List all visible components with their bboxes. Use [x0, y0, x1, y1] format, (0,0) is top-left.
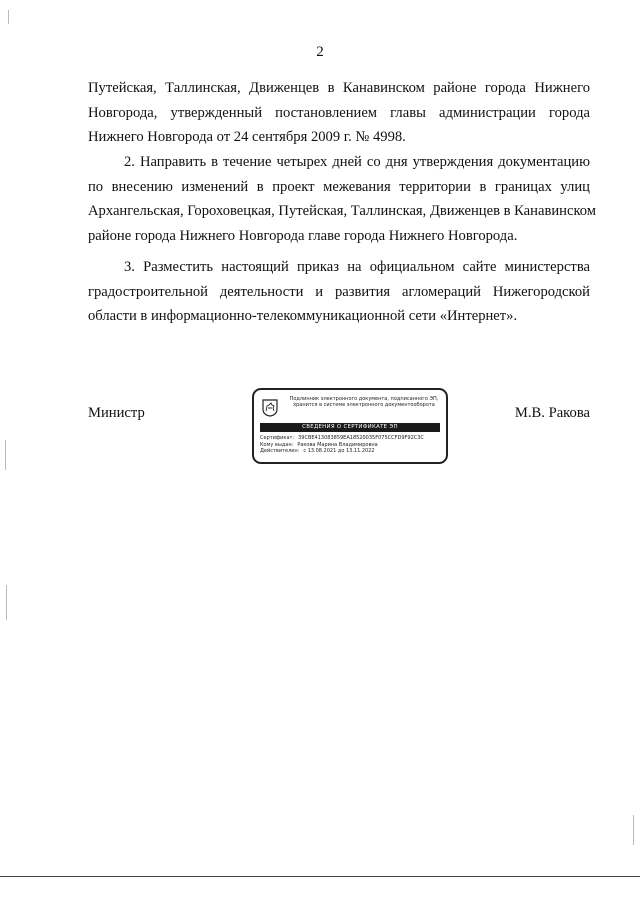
- bottom-rule: [0, 876, 640, 877]
- stamp-details: [260, 435, 444, 455]
- certificate-row: [260, 435, 444, 442]
- left-edge-mark: [5, 440, 6, 470]
- stamp-header: [284, 396, 444, 408]
- paragraph-line: 2. Направить в течение четырех дней со дня утверждения документацию: [124, 154, 590, 170]
- certificate-value: 39CBE413083859EA18520035F075CCFD9F92C3C: [298, 435, 424, 441]
- paragraph-line: районе города Нижнего Новгорода главе города Нижнего Новгорода.: [88, 227, 518, 244]
- paragraph-line: Новгорода, утвержденный постановлением главы администрации города: [88, 104, 590, 121]
- left-edge-mark: [8, 10, 9, 24]
- right-edge-mark: [633, 815, 634, 845]
- page-number: 2: [316, 44, 324, 60]
- validity-value: с 13.08.2021 до 13.11.2022: [303, 448, 375, 455]
- coat-of-arms-icon: [262, 399, 278, 417]
- certificate-label: Сертификат:: [260, 435, 295, 441]
- validity-label: Действителен:: [260, 448, 300, 455]
- paragraph-line: области в информационно-телекоммуникационной сети «Интернет».: [88, 308, 518, 324]
- paragraph-line: 3. Разместить настоящий приказ на официальном сайте министерства: [124, 259, 590, 275]
- paragraph-line: по внесению изменений в проект межевания территории в границах улиц: [88, 178, 590, 195]
- electronic-signature-stamp: [252, 388, 448, 464]
- left-edge-mark: [6, 585, 7, 620]
- stamp-header-line: Подлинник электронного документа, подписанного ЭП,: [289, 396, 439, 402]
- issued-to-value: Ракова Марина Владимировна: [297, 441, 378, 448]
- paragraph-line: градостроительной деятельности и развития агломераций Нижегородской: [88, 283, 590, 300]
- stamp-header-line: хранится в системе электронного документооборота: [293, 402, 435, 409]
- paragraph-line: Нижнего Новгорода от 24 сентября 2009 г. № 4998.: [88, 129, 406, 145]
- validity-row: [260, 448, 444, 455]
- issued-to-label: Кому выдан:: [260, 441, 294, 448]
- paragraph-line: Путейская, Таллинская, Движенцев в Канавинском районе города Нижнего: [88, 80, 590, 96]
- paragraph-2: [88, 150, 597, 248]
- paragraph-1: [88, 76, 590, 150]
- paragraph-3: [88, 255, 590, 329]
- signatory-title: Министр: [88, 405, 145, 421]
- stamp-banner: СВЕДЕНИЯ О СЕРТИФИКАТЕ ЭП: [260, 423, 440, 432]
- paragraph-line: Архангельская, Гороховецкая, Путейская, Таллинская, Движенцев в Канавинском: [88, 203, 597, 219]
- signatory-name: М.В. Ракова: [514, 405, 590, 421]
